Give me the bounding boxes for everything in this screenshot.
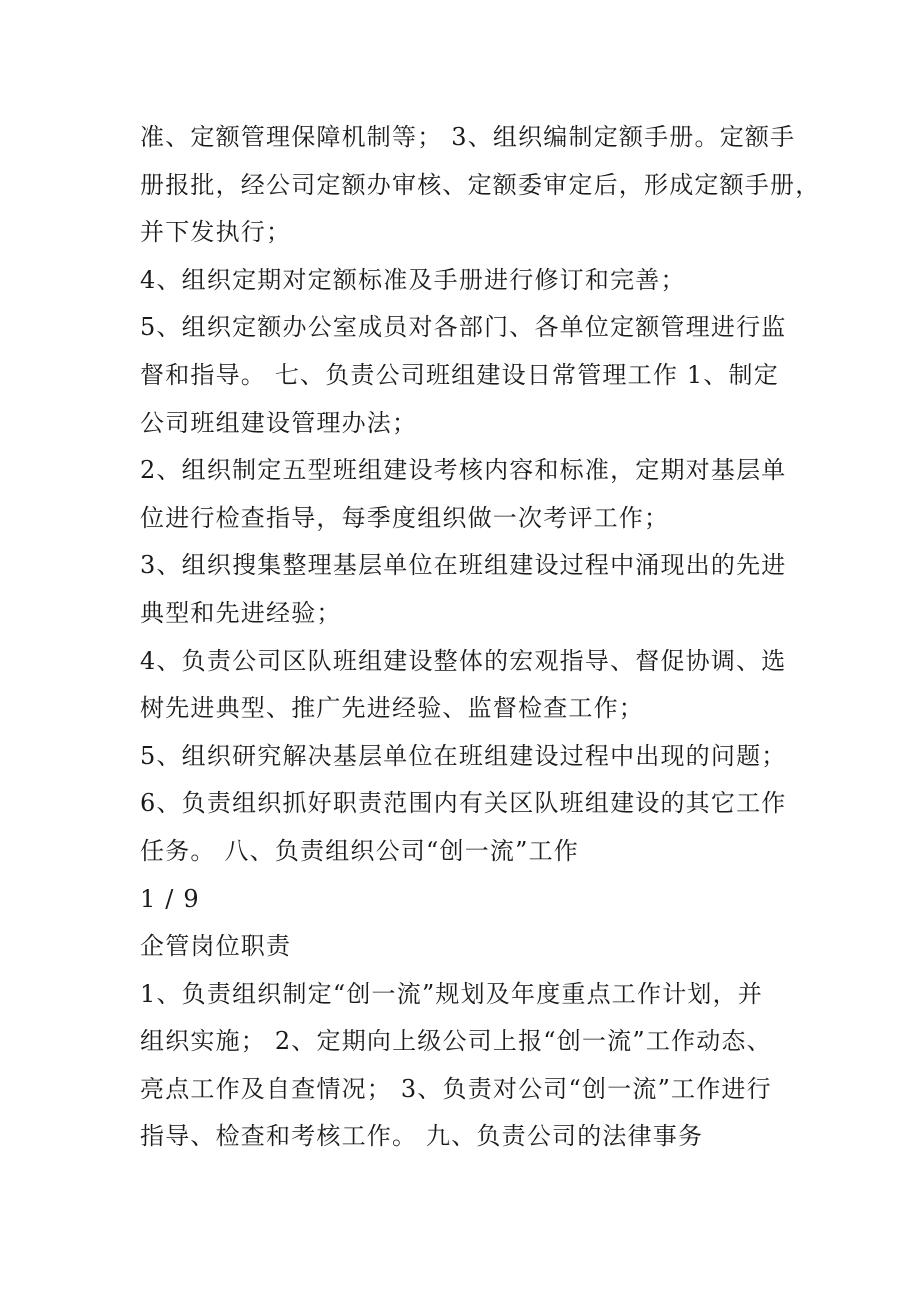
text-line: 典型和先进经验； — [140, 598, 342, 627]
text-line: 位进行检查指导，每季度组织做一次考评工作； — [140, 503, 670, 532]
text-line: 准、定额管理保障机制等； 3、组织编制定额手册。定额手 — [140, 123, 796, 151]
text-line: 树先进典型、推广先进经验、监督检查工作； — [140, 694, 644, 723]
text-line: 5、组织定额办公室成员对各部门、各单位定额管理进行监 — [140, 313, 787, 342]
text-line: 3、组织搜集整理基层单位在班组建设过程中涌现出的先进 — [140, 551, 787, 580]
body-text — [140, 114, 821, 1161]
text-line: 1、负责组织制定“创一流”规划及年度重点工作计划，并 — [140, 979, 764, 1008]
text-line: 6、负责组织抓好职责范围内有关区队班组建设的其它工作 — [140, 789, 787, 818]
text-line: 册报批，经公司定额办审核、定额委审定后，形成定额手册， — [140, 170, 821, 199]
text-line: 组织实施； 2、定期向上级公司上报“创一流”工作动态、 — [140, 1027, 772, 1056]
text-line: 并下发执行； — [140, 218, 292, 247]
text-line: 5、组织研究解决基层单位在班组建设过程中出现的问题； — [140, 741, 787, 770]
text-line: 任务。 八、负责组织公司“创一流”工作 — [140, 836, 579, 865]
text-line: 4、负责公司区队班组建设整体的宏观指导、督促协调、选 — [140, 646, 787, 675]
text-line: 亮点工作及自查情况； 3、负责对公司“创一流”工作进行 — [140, 1074, 772, 1103]
text-line: 指导、检查和考核工作。 九、负责公司的法律事务 — [140, 1122, 704, 1151]
text-line: 公司班组建设管理办法； — [140, 408, 418, 437]
text-line: 2、组织制定五型班组建设考核内容和标准，定期对基层单 — [140, 456, 787, 485]
section-title: 企管岗位职责 — [140, 932, 292, 961]
page-number: 1 / 9 — [140, 884, 200, 913]
text-line: 督和指导。 七、负责公司班组建设日常管理工作 1、制定 — [140, 360, 779, 389]
text-line: 4、组织定期对定额标准及手册进行修订和完善； — [140, 265, 686, 294]
